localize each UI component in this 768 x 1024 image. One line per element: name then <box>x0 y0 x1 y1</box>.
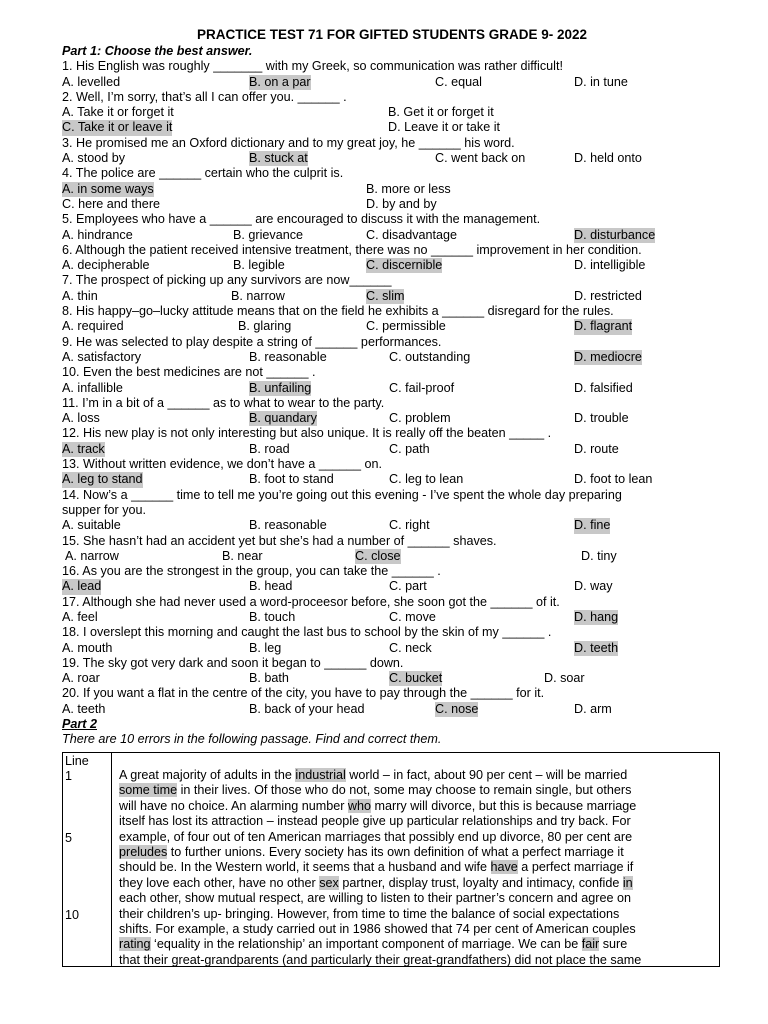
question-list <box>62 59 722 717</box>
answer-option[interactable]: B. bath <box>249 671 289 686</box>
answer-option[interactable]: B. head <box>249 579 293 594</box>
answer-option[interactable]: A. loss <box>62 411 100 426</box>
question-20 <box>62 686 722 717</box>
answer-option[interactable]: B. leg <box>249 640 282 655</box>
highlighted-word[interactable]: rating <box>119 937 151 952</box>
passage-line <box>119 799 715 814</box>
answer-option[interactable]: B. back of your head <box>249 701 365 716</box>
question-stem: supper for you. <box>62 502 147 517</box>
question-12 <box>62 426 722 457</box>
answer-option[interactable]: A. levelled <box>62 74 121 89</box>
answer-option-selected[interactable]: D. mediocre <box>574 349 642 364</box>
part1-heading: Part 1: Choose the best answer. <box>62 44 253 58</box>
question-9 <box>62 335 722 366</box>
question-stem: 5. Employees who have a ______ are encouraged to discuss it with the management. <box>62 212 541 227</box>
answer-option[interactable]: D. tiny <box>581 548 617 563</box>
question-stem: 7. The prospect of picking up any survivors are now______ <box>62 273 392 288</box>
question-stem: 8. His happy–go–lucky attitude means that on the field he exhibits a ______ disregard for the rules. <box>62 304 614 319</box>
passage-text-segment: itself has lost its attraction – instead people give up particular relationships and try back. For <box>119 814 631 829</box>
option-row <box>62 75 722 90</box>
highlighted-word[interactable]: preludes <box>119 844 168 859</box>
question-1 <box>62 59 722 90</box>
answer-option[interactable]: D. held onto <box>574 151 642 166</box>
highlighted-word[interactable]: some time <box>119 783 178 798</box>
passage-line <box>119 768 715 783</box>
answer-option[interactable]: C. fail-proof <box>389 380 455 395</box>
passage-text-segment: each other, show mutual respect, are willing to listen to their partner’s concern and agree on <box>119 891 631 906</box>
answer-option[interactable]: D. Leave it or take it <box>388 120 500 135</box>
passage-line <box>119 860 715 875</box>
answer-option[interactable]: C. path <box>389 441 430 456</box>
passage-table <box>62 752 720 967</box>
answer-option-selected[interactable]: D. teeth <box>574 640 619 655</box>
passage-text <box>119 768 715 968</box>
answer-option-selected[interactable]: A. in some ways <box>62 181 154 196</box>
question-stem: 6. Although the patient received intensive treatment, there was no ______ improvement in her condition. <box>62 242 642 257</box>
question-stem: 10. Even the best medicines are not ______ . <box>62 365 316 380</box>
question-stem: 4. The police are ______ certain who the culprit is. <box>62 166 344 181</box>
answer-option-selected[interactable]: B. quandary <box>249 411 317 426</box>
highlighted-word[interactable]: in <box>622 875 633 890</box>
question-11 <box>62 396 722 427</box>
passage-text-segment: ‘equality in the relationship’ an important component of marriage. We can be <box>150 937 582 952</box>
answer-option[interactable]: C. outstanding <box>389 349 471 364</box>
answer-option[interactable]: A. stood by <box>62 151 126 166</box>
option-row <box>62 518 722 533</box>
question-2 <box>62 90 722 136</box>
question-stem: 14. Now’s a ______ time to tell me you’re going out this evening - I’ve spent the whole day preparing <box>62 487 622 502</box>
answer-option[interactable]: A. narrow <box>65 548 119 563</box>
option-row <box>62 197 722 212</box>
passage-line <box>119 876 715 891</box>
question-18 <box>62 625 722 656</box>
option-row <box>62 411 722 426</box>
answer-option[interactable]: A. satisfactory <box>62 349 142 364</box>
answer-option[interactable]: C. permissible <box>366 319 446 334</box>
question-7 <box>62 273 722 304</box>
line-number: 1 <box>65 769 73 783</box>
column-divider <box>111 753 112 966</box>
document-page <box>62 24 722 748</box>
passage-text-segment: in their lives. Of those who do not, some may choose to remain single, but others <box>177 783 632 798</box>
answer-option-selected[interactable]: C. slim <box>366 288 405 303</box>
answer-option-selected[interactable]: A. track <box>62 441 105 456</box>
answer-option[interactable]: A. required <box>62 319 124 334</box>
question-stem: 12. His new play is not only interesting but also unique. It is really off the beaten _____ . <box>62 426 552 441</box>
passage-text-segment: their children’s up- bringing. However, from time to time the balance of social expectations <box>119 906 620 921</box>
option-row <box>62 228 722 243</box>
highlighted-word[interactable]: sex <box>319 875 339 890</box>
option-row <box>62 182 722 197</box>
passage-text-segment: they love each other, have no other <box>119 875 320 890</box>
passage-text-segment: should be. In the Western world, it seems that a husband and wife <box>119 860 491 875</box>
question-10 <box>62 365 722 396</box>
passage-line <box>119 891 715 906</box>
answer-option-selected[interactable]: D. hang <box>574 609 619 624</box>
option-row <box>62 105 722 120</box>
question-stem: 19. The sky got very dark and soon it began to ______ down. <box>62 655 404 670</box>
highlighted-word[interactable]: fair <box>581 937 600 952</box>
passage-text-segment: A great majority of adults in the <box>119 768 296 782</box>
passage-text-segment: shifts. For example, a study carried out in 1986 showed that 74 per cent of American couples <box>119 921 636 936</box>
passage-text-segment: to further unions. Every society has its own definition of what a perfect marriage it <box>167 844 624 859</box>
answer-option[interactable]: A. thin <box>62 288 98 303</box>
question-stem: 18. I overslept this morning and caught the last bus to school by the skin of my ______ . <box>62 625 552 640</box>
answer-option[interactable]: A. infallible <box>62 380 123 395</box>
option-row <box>62 549 722 564</box>
option-row <box>62 442 722 457</box>
question-stem: 3. He promised me an Oxford dictionary and to my great joy, he ______ his word. <box>62 135 515 150</box>
highlighted-word[interactable]: have <box>490 860 518 875</box>
highlighted-word[interactable]: industrial <box>295 768 346 782</box>
passage-line <box>119 922 715 937</box>
question-6 <box>62 243 722 274</box>
answer-option[interactable]: B. foot to stand <box>249 472 334 487</box>
answer-option[interactable]: B. road <box>249 441 290 456</box>
passage-text-segment: example, of four out of ten American marriages that possibly end up divorce, 80 per cent are <box>119 829 633 844</box>
answer-option[interactable]: D. foot to lean <box>574 472 653 487</box>
answer-option[interactable]: A. decipherable <box>62 258 150 273</box>
highlighted-word[interactable]: who <box>347 798 372 813</box>
answer-option-selected[interactable]: C. close <box>355 548 401 563</box>
answer-option-selected[interactable]: A. leg to stand <box>62 472 143 487</box>
answer-option[interactable]: C. neck <box>389 640 432 655</box>
question-stem: 16. As you are the strongest in the group, you can take the ______ . <box>62 564 441 579</box>
answer-option[interactable]: D. by and by <box>366 196 437 211</box>
answer-option[interactable]: D. way <box>574 579 613 594</box>
passage-line <box>119 907 715 922</box>
answer-option[interactable]: A. feel <box>62 609 98 624</box>
answer-option[interactable]: C. part <box>389 579 427 594</box>
answer-option[interactable]: B. near <box>222 548 263 563</box>
answer-option-selected[interactable]: B. stuck at <box>249 151 308 166</box>
question-stem: 1. His English was roughly _______ with my Greek, so communication was rather difficult! <box>62 59 563 74</box>
answer-option[interactable]: D. route <box>574 441 619 456</box>
question-stem: 15. She hasn’t had an accident yet but she’s had a number of ______ shaves. <box>62 533 497 548</box>
answer-option[interactable]: B. legible <box>233 258 285 273</box>
passage-text-segment: that their great-grandparents (and particularly their great-grandfathers) did not place the same <box>119 952 642 967</box>
answer-option[interactable]: B. more or less <box>366 181 451 196</box>
answer-option[interactable]: A. roar <box>62 671 100 686</box>
option-row <box>62 120 722 135</box>
answer-option[interactable]: D. restricted <box>574 288 642 303</box>
passage-text-segment: partner, display trust, loyalty and intimacy, confide <box>338 875 623 890</box>
answer-option[interactable]: C. equal <box>435 74 482 89</box>
passage-text-segment: will have no choice. An alarming number <box>119 798 348 813</box>
answer-option[interactable]: C. move <box>389 609 436 624</box>
line-number: 10 <box>65 907 80 922</box>
answer-option[interactable]: B. narrow <box>231 288 285 303</box>
answer-option[interactable]: C. right <box>389 518 430 533</box>
option-row <box>62 671 722 686</box>
question-13 <box>62 457 722 488</box>
question-4 <box>62 166 722 212</box>
question-15 <box>62 534 722 565</box>
answer-option[interactable]: C. problem <box>389 411 451 426</box>
answer-option[interactable]: A. hindrance <box>62 227 133 242</box>
answer-option[interactable]: C. here and there <box>62 196 161 211</box>
answer-option[interactable]: B. glaring <box>238 319 292 334</box>
option-row <box>62 258 722 273</box>
question-stem: 2. Well, I’m sorry, that’s all I can offer you. ______ . <box>62 89 347 104</box>
option-row <box>62 289 722 304</box>
answer-option[interactable]: A. teeth <box>62 701 106 716</box>
answer-option[interactable]: C. leg to lean <box>389 472 464 487</box>
answer-option[interactable]: D. in tune <box>574 74 628 89</box>
passage-text-segment: sure <box>599 937 628 952</box>
question-17 <box>62 595 722 626</box>
option-row <box>62 319 722 334</box>
answer-option[interactable]: C. disadvantage <box>366 227 458 242</box>
question-14 <box>62 488 722 534</box>
answer-option[interactable]: B. touch <box>249 609 296 624</box>
passage-line <box>119 953 715 968</box>
answer-option[interactable]: B. grievance <box>233 227 304 242</box>
passage-line <box>119 814 715 829</box>
option-row <box>62 381 722 396</box>
option-row <box>62 350 722 365</box>
answer-option-selected[interactable]: D. disturbance <box>574 227 656 242</box>
passage-text-segment: marry will divorce, but this is because marriage <box>371 798 637 813</box>
question-stem: 11. I’m in a bit of a ______ as to what to wear to the party. <box>62 395 385 410</box>
option-row <box>62 579 722 594</box>
question-stem: 9. He was selected to play despite a string of ______ performances. <box>62 334 442 349</box>
answer-option[interactable]: A. Take it or forget it <box>62 105 174 120</box>
line-header: Line <box>65 754 89 768</box>
question-stem: 13. Without written evidence, we don’t have a ______ on. <box>62 457 382 472</box>
answer-option[interactable]: A. suitable <box>62 518 121 533</box>
option-row <box>62 151 722 166</box>
passage-line <box>119 783 715 798</box>
answer-option-selected[interactable]: D. fine <box>574 518 611 533</box>
answer-option[interactable]: D. falsified <box>574 380 633 395</box>
option-row <box>62 702 722 717</box>
answer-option[interactable]: B. reasonable <box>249 518 327 533</box>
answer-option-selected[interactable]: A. lead <box>62 579 102 594</box>
answer-option-selected[interactable]: C. Take it or leave it <box>62 120 173 135</box>
passage-line <box>119 937 715 952</box>
question-3 <box>62 136 722 167</box>
page-title: PRACTICE TEST 71 FOR GIFTED STUDENTS GRADE 9- 2022 <box>196 27 588 42</box>
answer-option-selected[interactable]: C. discernible <box>366 258 443 273</box>
option-row <box>62 641 722 656</box>
answer-option-selected[interactable]: B. unfailing <box>249 380 312 395</box>
answer-option-selected[interactable]: C. nose <box>435 701 479 716</box>
answer-option[interactable]: B. Get it or forget it <box>388 105 494 120</box>
question-stem: 17. Although she had never used a word-proceesor before, she soon got the ______ of it. <box>62 594 560 609</box>
passage-line <box>119 830 715 845</box>
question-5 <box>62 212 722 243</box>
answer-option[interactable]: A. mouth <box>62 640 113 655</box>
question-8 <box>62 304 722 335</box>
passage-text-segment: a perfect marriage if <box>517 860 634 875</box>
part2-instruction: There are 10 errors in the following passage. Find and correct them. <box>62 732 442 747</box>
answer-option[interactable]: B. reasonable <box>249 349 327 364</box>
question-stem: 20. If you want a flat in the centre of the city, you have to pay through the ______ for it. <box>62 686 545 701</box>
option-row <box>62 472 722 487</box>
answer-option[interactable]: D. arm <box>574 701 612 716</box>
answer-option-selected[interactable]: C. bucket <box>389 671 443 686</box>
line-number: 5 <box>65 830 73 845</box>
answer-option-selected[interactable]: D. flagrant <box>574 319 633 334</box>
question-16 <box>62 564 722 595</box>
answer-option[interactable]: D. intelligible <box>574 258 646 273</box>
passage-text-segment: world – in fact, about 90 per cent – will be married <box>345 768 628 782</box>
option-row <box>62 610 722 625</box>
answer-option[interactable]: C. went back on <box>435 151 526 166</box>
part2-heading: Part 2 <box>62 717 98 732</box>
answer-option[interactable]: D. trouble <box>574 411 629 426</box>
passage-line <box>119 845 715 860</box>
question-19 <box>62 656 722 687</box>
answer-option[interactable]: D. soar <box>544 671 585 686</box>
answer-option-selected[interactable]: B. on a par <box>249 74 311 89</box>
